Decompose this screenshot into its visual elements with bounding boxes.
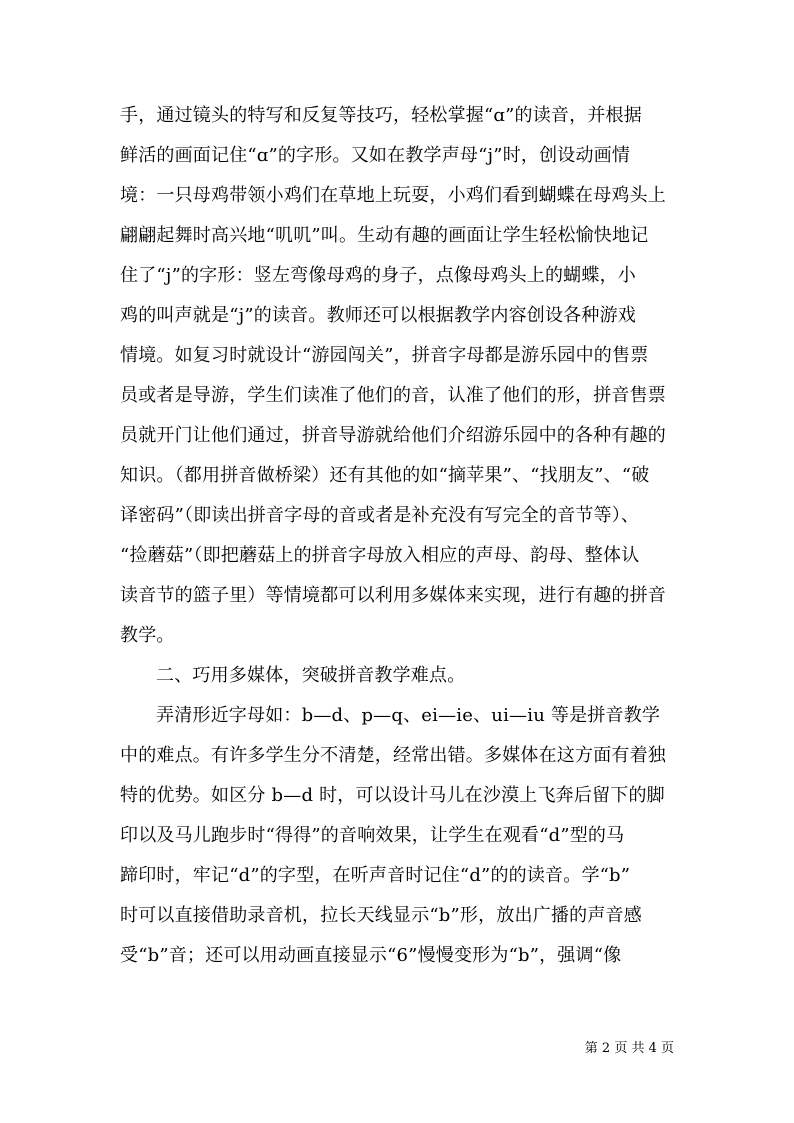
text-line: 境：一只母鸡带领小鸡们在草地上玩耍，小鸡们看到蝴蝶在母鸡头上 <box>120 185 666 206</box>
text-line: 住了“j”的字形：竖左弯像母鸡的身子，点像母鸡头上的蝴蝶，小 <box>120 265 636 286</box>
document-body <box>120 96 676 976</box>
paragraph-1 <box>120 96 676 656</box>
page-number: 第 2 页 共 4 页 <box>584 1041 674 1056</box>
text-line: “捡蘑菇”（即把蘑菇上的拼音字母放入相应的声母、韵母、整体认 <box>120 545 640 566</box>
text-line: 时可以直接借助录音机，拉长天线显示“b”形，放出广播的声音感 <box>120 905 642 926</box>
paragraph-2 <box>120 696 676 976</box>
text-line: 知识。（都用拼音做桥梁）还有其他的如“摘苹果”、“找朋友”、“破 <box>120 465 650 486</box>
text-line: 译密码”（即读出拼音字母的音或者是补充没有写完全的音节等）、 <box>120 505 640 526</box>
text-line: 员或者是导游，学生们读准了他们的音，认准了他们的形，拼音售票 <box>120 385 666 406</box>
text-line: 蹄印时，牢记“d”的字型，在听声音时记住“d”的的读音。学“b” <box>120 865 631 886</box>
text-line: 翩翩起舞时高兴地“叽叽”叫。生动有趣的画面让学生轻松愉快地记 <box>120 225 649 246</box>
text-line: 鲜活的画面记住“ɑ”的字形。又如在教学声母“j”时，创设动画情 <box>120 145 631 166</box>
text-line: 特的优势。如区分 b—d 时，可以设计马儿在沙漠上飞奔后留下的脚 <box>120 785 665 806</box>
text-line: 手，通过镜头的特写和反复等技巧，轻松掌握“ɑ”的读音，并根据 <box>120 105 642 126</box>
text-line: 读音节的篮子里）等情境都可以利用多媒体来实现，进行有趣的拼音 <box>120 585 666 606</box>
heading-line: 二、巧用多媒体，突破拼音教学难点。 <box>156 665 466 686</box>
text-line: 弄清形近字母如：b—d、p—q、ei—ie、ui—iu 等是拼音教学 <box>156 705 661 726</box>
section-heading <box>120 656 676 696</box>
text-line: 鸡的叫声就是“j”的读音。教师还可以根据教学内容创设各种游戏 <box>120 305 636 326</box>
text-line: 情境。如复习时就设计“游园闯关”，拼音字母都是游乐园中的售票 <box>120 345 649 366</box>
text-line: 印以及马儿跑步时“得得”的音响效果，让学生在观看“d”型的马 <box>120 825 625 846</box>
text-line: 教学。 <box>120 625 175 646</box>
text-line: 中的难点。有许多学生分不清楚，经常出错。多媒体在这方面有着独 <box>120 745 666 766</box>
text-line: 受“b”音；还可以用动画直接显示“6”慢慢变形为“b”，强调“像 <box>120 945 622 966</box>
text-line: 员就开门让他们通过，拼音导游就给他们介绍游乐园中的各种有趣的 <box>120 425 666 446</box>
